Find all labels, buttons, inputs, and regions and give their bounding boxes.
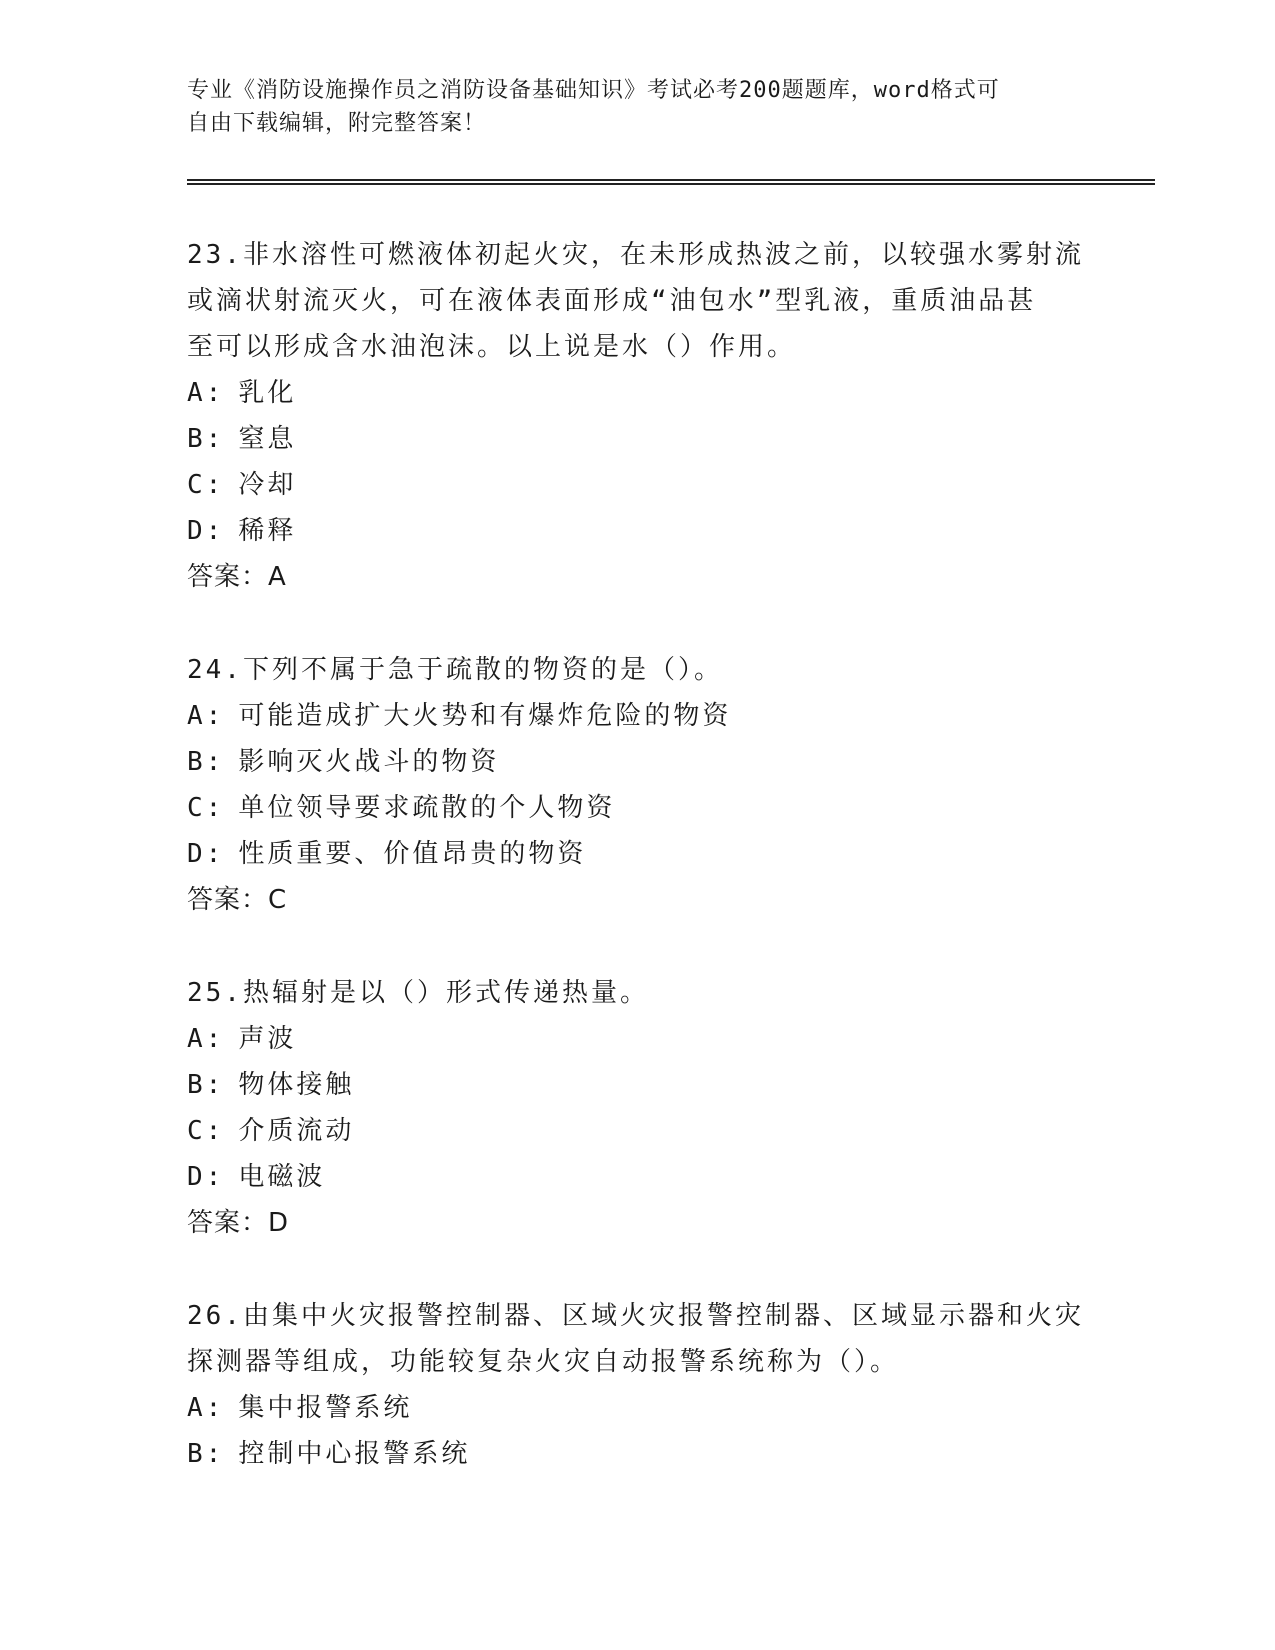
question-stem (187, 232, 1087, 370)
answer-line: 答案：A (187, 562, 287, 592)
question-24 (187, 647, 1087, 923)
question-stem (187, 970, 1087, 1016)
option-b (187, 739, 1087, 785)
option-label: D: (187, 516, 225, 546)
question-26 (187, 1293, 1087, 1477)
header-divider (187, 183, 1155, 185)
option-a (187, 370, 1087, 416)
option-label: C: (187, 1116, 225, 1146)
option-text: 单位领导要求疏散的个人物资 (238, 793, 616, 823)
option-label: B: (187, 1070, 225, 1100)
question-25 (187, 970, 1087, 1246)
option-text: 集中报警系统 (238, 1393, 413, 1423)
option-label: C: (187, 470, 225, 500)
header-divider (187, 179, 1155, 181)
option-text: 电磁波 (238, 1162, 326, 1192)
option-c (187, 785, 1087, 831)
option-label: C: (187, 793, 225, 823)
option-c (187, 1108, 1087, 1154)
option-text: 介质流动 (238, 1116, 355, 1146)
option-a (187, 693, 1087, 739)
answer-line: 答案：D (187, 1208, 290, 1238)
option-text: 稀释 (238, 516, 297, 546)
option-text: 窒息 (238, 424, 297, 454)
option-label: A: (187, 1024, 225, 1054)
option-a (187, 1016, 1087, 1062)
option-d (187, 831, 1087, 877)
document-header (187, 74, 1087, 140)
option-text: 控制中心报警系统 (238, 1439, 471, 1469)
header-line: 自由下载编辑，附完整答案！ (187, 111, 487, 136)
option-label: A: (187, 701, 225, 731)
option-c (187, 462, 1087, 508)
option-text: 冷却 (238, 470, 297, 500)
stem-line: 探测器等组成，功能较复杂火灾自动报警系统称为（）。 (187, 1347, 900, 1377)
answer-line: 答案：C (187, 885, 288, 915)
question-stem (187, 1293, 1087, 1385)
option-b (187, 1062, 1087, 1108)
option-text: 物体接触 (238, 1070, 355, 1100)
option-b (187, 1431, 1087, 1477)
stem-line: 26.由集中火灾报警控制器、区域火灾报警控制器、区域显示器和火灾 (187, 1301, 1084, 1331)
option-text: 声波 (238, 1024, 297, 1054)
option-text: 影响灭火战斗的物资 (238, 747, 500, 777)
option-label: B: (187, 1439, 225, 1469)
option-label: B: (187, 747, 225, 777)
question-stem (187, 647, 1087, 693)
option-label: D: (187, 839, 225, 869)
option-text: 乳化 (238, 378, 297, 408)
stem-line: 23.非水溶性可燃液体初起火灾，在未形成热波之前，以较强水雾射流 (187, 240, 1084, 270)
question-list (187, 232, 1087, 1477)
option-label: A: (187, 1393, 225, 1423)
stem-line: 至可以形成含水油泡沫。以上说是水（）作用。 (187, 332, 797, 362)
option-b (187, 416, 1087, 462)
option-label: B: (187, 424, 225, 454)
question-23 (187, 232, 1087, 600)
option-text: 可能造成扩大火势和有爆炸危险的物资 (238, 701, 732, 731)
option-d (187, 1154, 1087, 1200)
option-label: A: (187, 378, 225, 408)
stem-line: 25.热辐射是以（）形式传递热量。 (187, 978, 649, 1008)
stem-line: 24.下列不属于急于疏散的物资的是（）。 (187, 655, 723, 685)
option-a (187, 1385, 1087, 1431)
option-label: D: (187, 1162, 225, 1192)
option-d (187, 508, 1087, 554)
option-text: 性质重要、价值昂贵的物资 (238, 839, 587, 869)
header-line: 专业《消防设施操作员之消防设备基础知识》考试必考200题题库，word格式可 (187, 78, 1000, 103)
stem-line: 或滴状射流灭火，可在液体表面形成“油包水”型乳液，重质油品甚 (187, 286, 1037, 316)
